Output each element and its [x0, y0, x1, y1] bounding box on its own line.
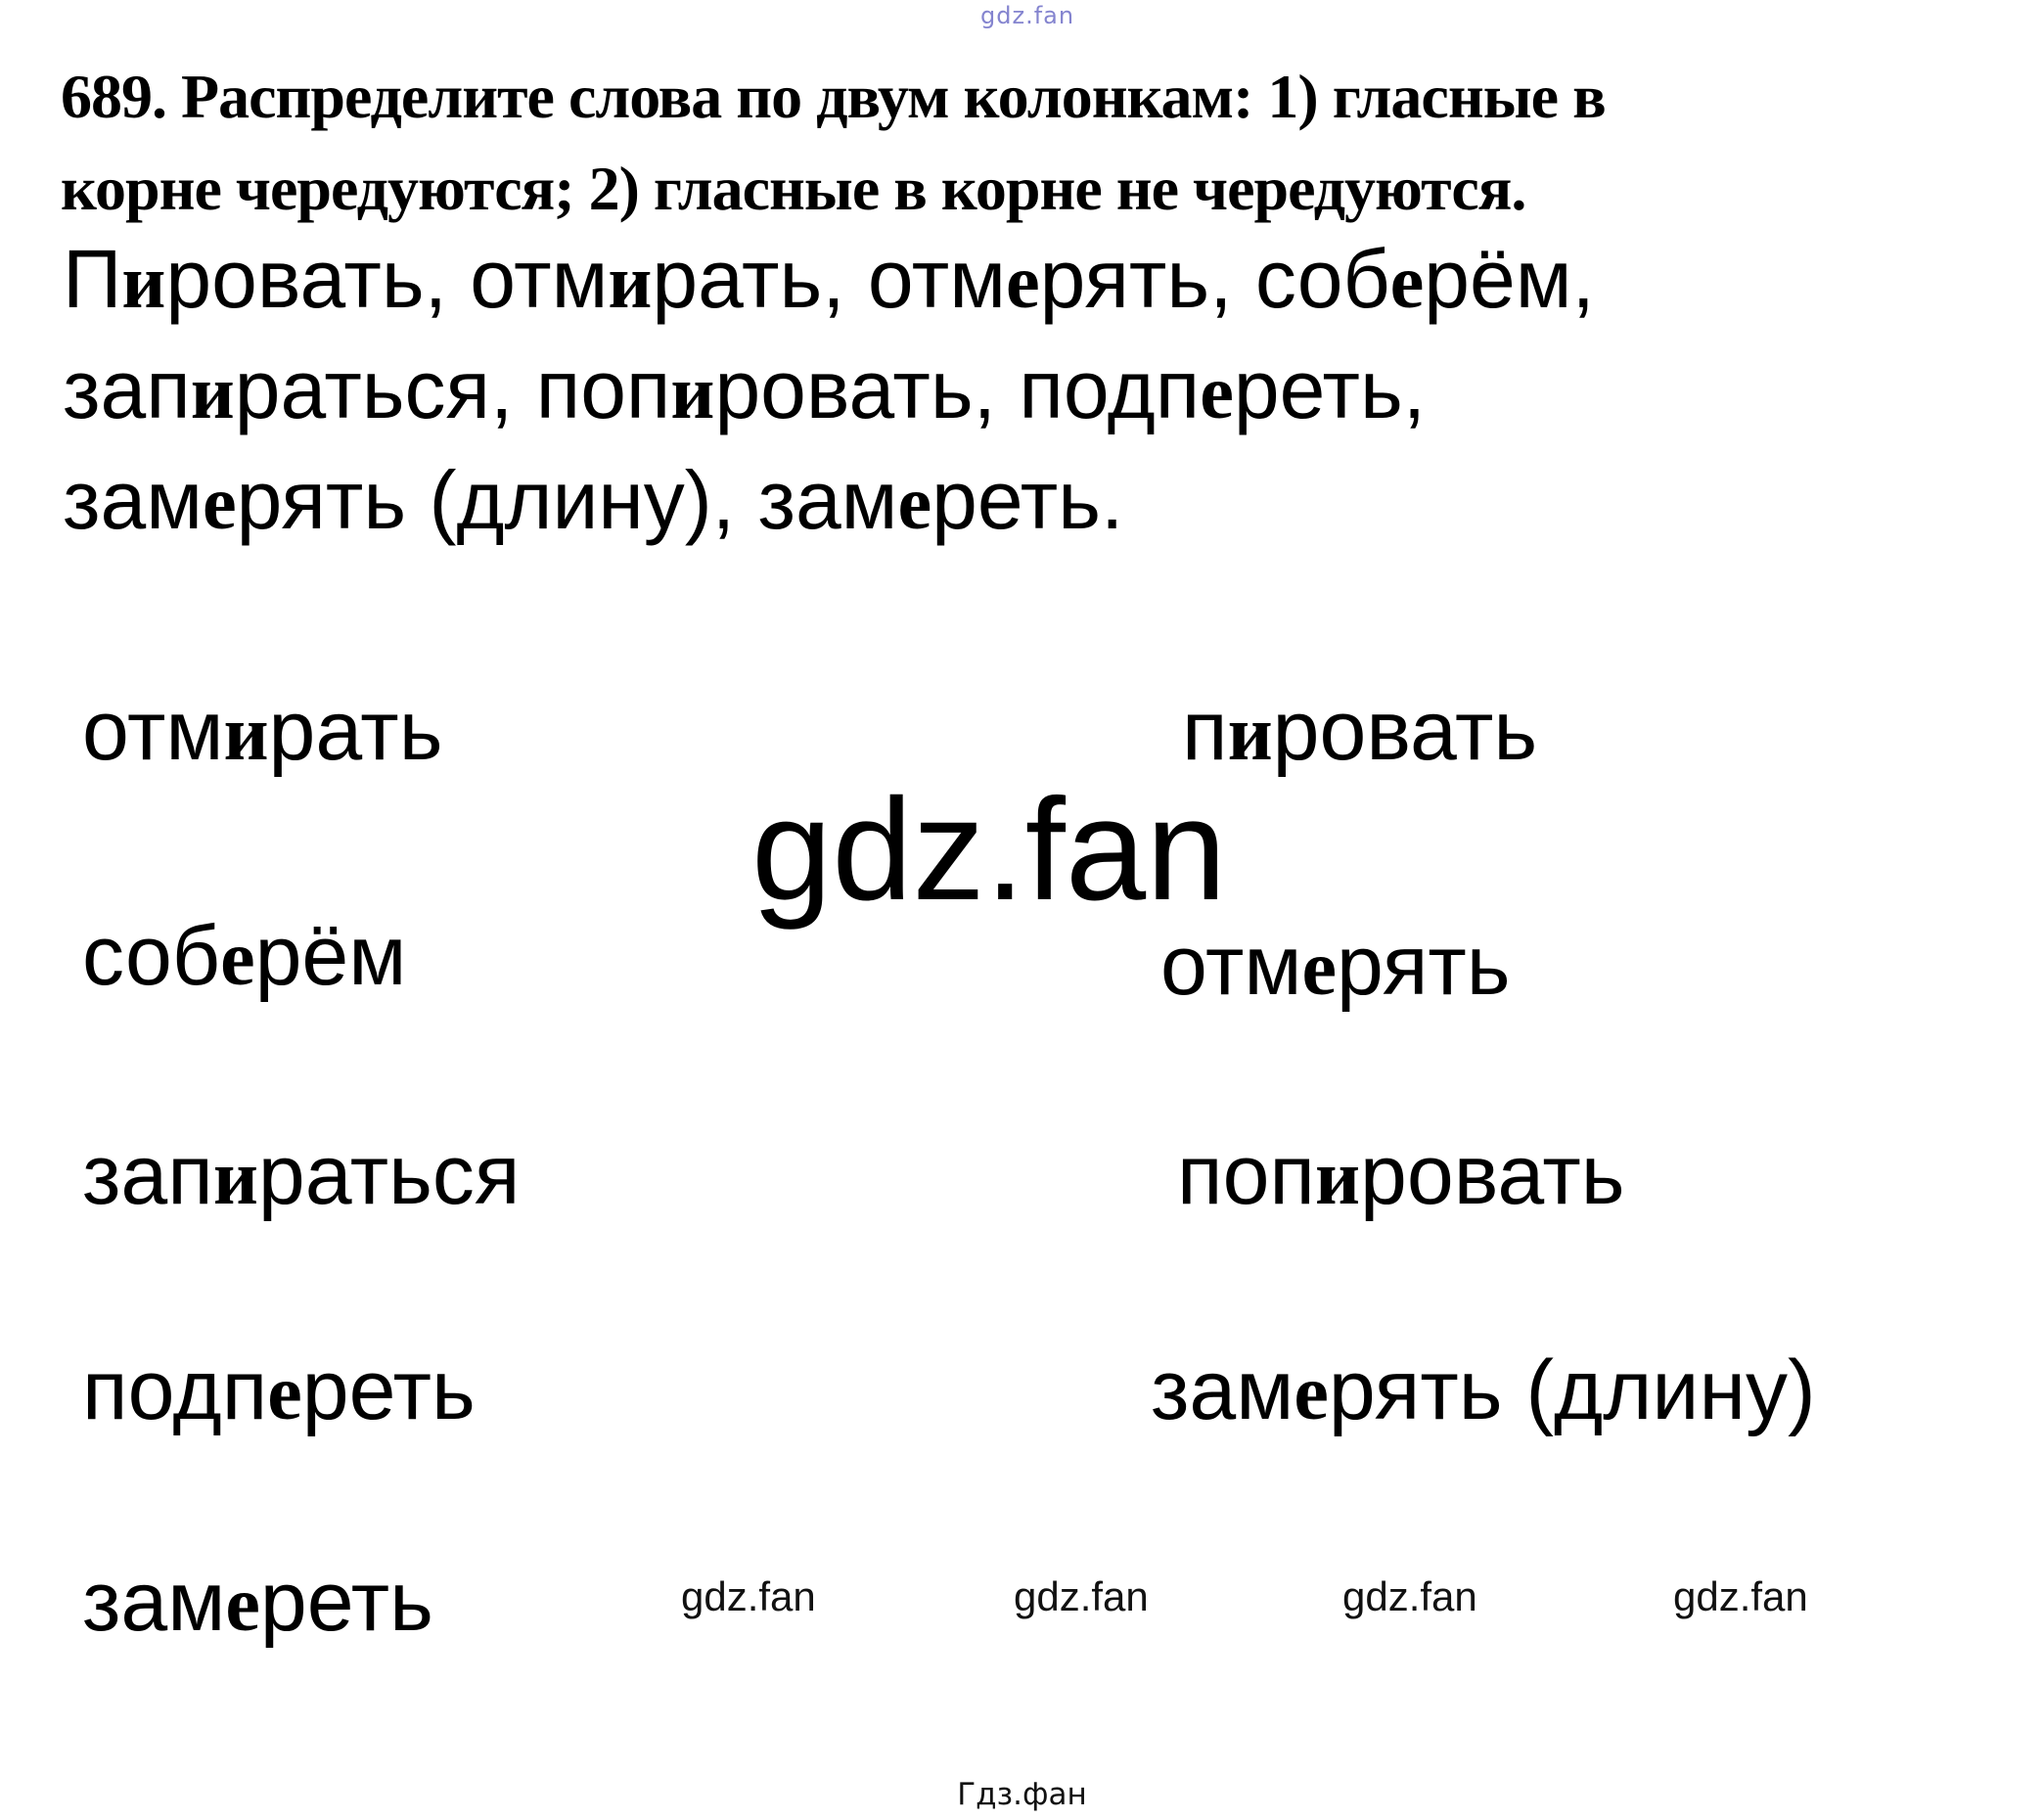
word-list-line — [63, 225, 1595, 336]
right-column-word — [1177, 1127, 1625, 1224]
highlighted-letter: е — [897, 460, 932, 545]
word-text: поп — [1177, 1128, 1315, 1222]
word-text: соб — [82, 909, 221, 1003]
word-text: отм — [82, 684, 224, 778]
center-watermark: gdz.fan — [751, 769, 1227, 931]
word-text: зам — [1151, 1343, 1295, 1437]
word-text: п — [1182, 684, 1228, 778]
bottom-watermark: gdz.fan — [1673, 1573, 1808, 1619]
task-title — [61, 51, 1606, 235]
bottom-watermark: gdz.fan — [681, 1573, 816, 1619]
word-text: рать, отм — [652, 233, 1006, 325]
word-text: рять (длину) — [1328, 1343, 1816, 1437]
word-text: раться — [257, 1128, 521, 1222]
word-text: зам — [63, 454, 203, 546]
left-column-word — [82, 1127, 520, 1224]
word-text: рять, соб — [1039, 233, 1390, 325]
highlighted-letter: и — [190, 349, 235, 434]
left-column-word — [82, 908, 406, 1005]
bottom-watermark: gdz.fan — [1342, 1573, 1477, 1619]
left-column-word — [82, 1342, 476, 1439]
top-watermark: gdz.fan — [980, 2, 1075, 29]
highlighted-letter: е — [267, 1350, 302, 1436]
word-text: рём, — [1424, 233, 1595, 325]
word-text: реть — [259, 1555, 433, 1649]
word-text: ровать — [1360, 1128, 1625, 1222]
word-text: рять — [1336, 919, 1511, 1013]
word-text: реть. — [931, 454, 1124, 546]
highlighted-letter: е — [1389, 239, 1425, 324]
task-title-line2: корне чередуются; 2) гласные в корне не чередуются. — [61, 154, 1526, 223]
highlighted-letter: е — [202, 460, 237, 545]
highlighted-letter: е — [1294, 1350, 1329, 1436]
word-text: зам — [82, 1555, 226, 1649]
highlighted-letter: е — [220, 916, 255, 1002]
bottom-watermark: gdz.fan — [1014, 1573, 1149, 1619]
task-title-line1: 689. Распределите слова по двум колонкам: 1) гласные в — [61, 62, 1606, 131]
highlighted-letter: е — [1301, 926, 1337, 1012]
highlighted-letter: и — [223, 691, 269, 777]
word-text: ровать, подп — [714, 343, 1201, 435]
highlighted-letter: е — [1200, 349, 1234, 434]
word-text: реть — [301, 1343, 476, 1437]
word-text: рём — [254, 909, 407, 1003]
word-text: рать — [268, 684, 443, 778]
footer-watermark: Гдз.фан — [957, 1777, 1087, 1812]
left-column-word — [82, 683, 443, 780]
word-text: рять (длину), зам — [236, 454, 898, 546]
highlighted-letter: и — [1227, 691, 1273, 777]
right-column-word — [1160, 918, 1511, 1015]
word-text: отм — [1160, 919, 1302, 1013]
highlighted-letter: и — [1314, 1135, 1361, 1221]
highlighted-letter: и — [121, 239, 166, 324]
highlighted-letter: е — [225, 1562, 260, 1648]
word-text: зап — [82, 1128, 213, 1222]
word-text: подп — [82, 1343, 268, 1437]
word-text: ровать, отм — [165, 233, 609, 325]
word-text: ровать — [1272, 684, 1538, 778]
highlighted-letter: и — [212, 1135, 258, 1221]
highlighted-letter: и — [608, 239, 653, 324]
right-column-word — [1151, 1342, 1816, 1439]
word-text: раться, поп — [234, 343, 671, 435]
word-list — [63, 225, 1595, 557]
highlighted-letter: и — [670, 349, 715, 434]
word-text: реть, — [1233, 343, 1427, 435]
word-text: зап — [63, 343, 191, 435]
word-text: П — [63, 233, 122, 325]
highlighted-letter: е — [1006, 239, 1040, 324]
right-column-word — [1182, 683, 1537, 780]
word-list-line — [63, 446, 1595, 557]
left-column-word — [82, 1554, 433, 1651]
word-list-line — [63, 336, 1595, 446]
